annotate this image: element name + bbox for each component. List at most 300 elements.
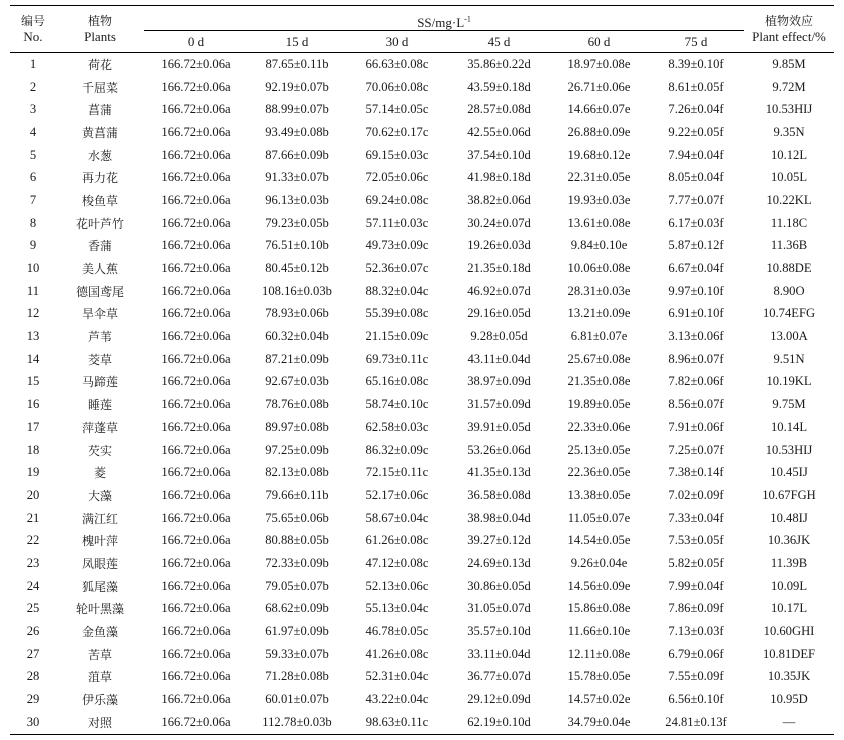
ss-value-cell: 7.02±0.09f bbox=[668, 487, 724, 502]
table-row bbox=[10, 212, 834, 235]
ss-value-cell: 6.79±0.06f bbox=[668, 646, 724, 661]
row-number-cell: 16 bbox=[26, 397, 40, 412]
ss-value-cell: 8.61±0.05f bbox=[668, 79, 724, 94]
ss-value-cell: 11.66±0.10e bbox=[567, 624, 631, 639]
plant-effect-cell: 10.22KL bbox=[766, 192, 812, 207]
ss-value-cell: 19.89±0.05e bbox=[567, 397, 631, 412]
ss-value-cell: 3.13±0.06f bbox=[668, 329, 724, 344]
ss-value-cell: 24.69±0.13d bbox=[467, 555, 531, 570]
plant-effect-cell: 10.95D bbox=[770, 692, 808, 707]
ss-value-cell: 34.79±0.04e bbox=[550, 711, 648, 734]
plant-name-cell: 黄菖蒲 bbox=[81, 125, 118, 140]
ss-value-cell: 98.63±0.11c bbox=[346, 711, 448, 734]
table-row bbox=[10, 144, 834, 167]
plant-effect-cell: 10.09L bbox=[771, 578, 808, 593]
ss-value-cell: 166.72±0.06a bbox=[161, 283, 231, 298]
row-number-cell: 12 bbox=[26, 306, 40, 321]
header-row-top bbox=[10, 6, 834, 31]
ss-value-cell: 13.21±0.09e bbox=[567, 306, 631, 321]
ss-value-cell: 31.05±0.07d bbox=[467, 601, 531, 616]
ss-value-cell: 19.26±0.03d bbox=[467, 238, 531, 253]
row-number-cell: 11 bbox=[26, 283, 40, 298]
ss-value-cell: 166.72±0.06a bbox=[161, 374, 231, 389]
ss-value-cell: 30.86±0.05d bbox=[467, 578, 531, 593]
ss-value-cell: 108.16±0.03b bbox=[262, 283, 332, 298]
ss-value-cell: 166.72±0.06a bbox=[161, 147, 231, 162]
ss-value-cell: 79.05±0.07b bbox=[265, 578, 329, 593]
table-row bbox=[10, 166, 834, 189]
ss-value-cell: 166.72±0.06a bbox=[161, 124, 231, 139]
table-row bbox=[10, 575, 834, 598]
table-row bbox=[10, 643, 834, 666]
ss-value-cell: 36.77±0.07d bbox=[467, 669, 531, 684]
ss-value-cell: 7.77±0.07f bbox=[668, 192, 724, 207]
plant-name-cell: 萍蓬草 bbox=[81, 420, 118, 435]
ss-value-cell: 89.97±0.08b bbox=[265, 419, 329, 434]
ss-value-cell: 97.25±0.09b bbox=[265, 442, 329, 457]
ss-value-cell: 47.12±0.08c bbox=[365, 555, 429, 570]
row-number-cell: 5 bbox=[29, 147, 37, 162]
row-number-cell: 4 bbox=[29, 124, 37, 139]
ss-value-cell: 22.36±0.05e bbox=[567, 465, 631, 480]
col-header-effect: 植物效应 Plant effect/% bbox=[744, 6, 834, 53]
ss-value-cell: 18.97±0.08e bbox=[567, 56, 631, 71]
row-number-cell: 26 bbox=[26, 624, 40, 639]
table-row bbox=[10, 280, 834, 303]
ss-value-cell: 68.62±0.09b bbox=[265, 601, 329, 616]
ss-value-cell: 92.19±0.07b bbox=[265, 79, 329, 94]
ss-value-cell: 25.67±0.08e bbox=[567, 351, 631, 366]
plant-effect-cell: 13.00A bbox=[770, 329, 808, 344]
ss-value-cell: 55.39±0.08c bbox=[365, 306, 429, 321]
ss-value-cell: 166.72±0.06a bbox=[144, 711, 248, 734]
row-number-cell: 15 bbox=[26, 374, 40, 389]
ss-value-cell: 35.57±0.10d bbox=[467, 624, 531, 639]
ss-value-cell: 52.13±0.06c bbox=[365, 578, 429, 593]
ss-value-cell: 52.17±0.06c bbox=[365, 487, 429, 502]
ss-value-cell: 55.13±0.04c bbox=[365, 601, 429, 616]
plant-name-cell: 大藻 bbox=[87, 488, 112, 503]
ss-value-cell: 11.05±0.07e bbox=[567, 510, 631, 525]
ss-value-cell: 71.28±0.08b bbox=[265, 669, 329, 684]
plant-name-cell: 菖蒲 bbox=[87, 103, 112, 118]
ss-value-cell: 9.26±0.04e bbox=[570, 555, 628, 570]
ss-value-cell: 52.31±0.04c bbox=[365, 669, 429, 684]
ss-value-cell: 166.72±0.06a bbox=[161, 261, 231, 276]
ss-value-cell: 166.72±0.06a bbox=[161, 533, 231, 548]
row-number-cell: 30 bbox=[10, 711, 56, 734]
plant-name-cell: 花叶芦竹 bbox=[75, 216, 124, 231]
row-number-cell: 28 bbox=[26, 669, 40, 684]
plant-name-cell: 旱伞草 bbox=[81, 307, 118, 322]
row-number-cell: 18 bbox=[26, 442, 40, 457]
ss-value-cell: 166.72±0.06a bbox=[161, 79, 231, 94]
plant-name-cell: 千屈菜 bbox=[81, 80, 118, 95]
ss-value-cell: 166.72±0.06a bbox=[161, 397, 231, 412]
ss-value-cell: 9.97±0.10f bbox=[668, 283, 724, 298]
plant-effect-cell: 10.36JK bbox=[767, 533, 811, 548]
ss-value-cell: 78.76±0.08b bbox=[265, 397, 329, 412]
col-header-ss-group bbox=[144, 6, 744, 31]
ss-unit-superscript: -1 bbox=[464, 14, 471, 24]
ss-value-cell: 70.62±0.17c bbox=[365, 124, 429, 139]
row-number-cell: 29 bbox=[26, 692, 40, 707]
plant-name-cell: 伊乐藻 bbox=[81, 693, 118, 708]
ss-value-cell: 59.33±0.07b bbox=[265, 646, 329, 661]
plant-name-cell: 再力花 bbox=[81, 171, 118, 186]
row-number-cell: 2 bbox=[29, 79, 37, 94]
ss-value-cell: 30.24±0.07d bbox=[467, 215, 531, 230]
ss-value-cell: 57.11±0.03c bbox=[365, 215, 429, 230]
ss-value-cell: 66.63±0.08c bbox=[365, 56, 429, 71]
ss-value-cell: 58.67±0.04c bbox=[365, 510, 429, 525]
table-row bbox=[10, 529, 834, 552]
plant-name-cell: 对照 bbox=[56, 711, 144, 734]
plant-effect-cell: 9.85M bbox=[772, 56, 806, 71]
ss-value-cell: 22.33±0.06e bbox=[567, 419, 631, 434]
ss-value-cell: 88.99±0.07b bbox=[265, 102, 329, 117]
table-row bbox=[10, 393, 834, 416]
ss-value-cell: 7.94±0.04f bbox=[668, 147, 724, 162]
ss-value-cell: 69.73±0.11c bbox=[365, 351, 429, 366]
plant-name-cell: 满江红 bbox=[81, 511, 118, 526]
col-header-day: 60 d bbox=[550, 31, 648, 53]
ss-value-cell: 6.17±0.03f bbox=[668, 215, 724, 230]
col-header-no: 编号 No. bbox=[10, 6, 56, 53]
ss-value-cell: 69.24±0.08c bbox=[365, 192, 429, 207]
ss-value-cell: 7.99±0.04f bbox=[668, 578, 724, 593]
plant-effect-cell: 11.36B bbox=[770, 238, 808, 253]
plant-name-cell: 菱 bbox=[93, 466, 106, 481]
ss-value-cell: 7.91±0.06f bbox=[668, 419, 724, 434]
ss-value-cell: 8.05±0.04f bbox=[668, 170, 724, 185]
ss-value-cell: 8.56±0.07f bbox=[668, 397, 724, 412]
ss-value-cell: 29.16±0.05d bbox=[467, 306, 531, 321]
ss-value-cell: 8.39±0.10f bbox=[668, 56, 724, 71]
ss-value-cell: 22.31±0.05e bbox=[567, 170, 631, 185]
ss-value-cell: 88.32±0.04c bbox=[365, 283, 429, 298]
ss-value-cell: 166.72±0.06a bbox=[161, 624, 231, 639]
plant-effect-cell: 9.75M bbox=[772, 397, 806, 412]
ss-value-cell: 79.23±0.05b bbox=[265, 215, 329, 230]
col-header-day: 75 d bbox=[648, 31, 744, 53]
plant-effect-cell: 10.35JK bbox=[767, 669, 811, 684]
table-row bbox=[10, 121, 834, 144]
ss-value-cell: 6.91±0.10f bbox=[668, 306, 724, 321]
table-row bbox=[10, 461, 834, 484]
ss-value-cell: 38.97±0.09d bbox=[467, 374, 531, 389]
plant-effect-cell: 10.67FGH bbox=[762, 487, 816, 502]
ss-value-cell: 80.45±0.12b bbox=[265, 261, 329, 276]
ss-value-cell: 39.27±0.12d bbox=[467, 533, 531, 548]
ss-value-cell: 43.22±0.04c bbox=[365, 692, 429, 707]
row-number-cell: 3 bbox=[29, 102, 37, 117]
ss-value-cell: 166.72±0.06a bbox=[161, 419, 231, 434]
ss-value-cell: 87.21±0.09b bbox=[265, 351, 329, 366]
ss-value-cell: 79.66±0.11b bbox=[265, 487, 329, 502]
table-row bbox=[10, 76, 834, 99]
ss-value-cell: 14.56±0.09e bbox=[567, 578, 631, 593]
ss-value-cell: 7.26±0.04f bbox=[668, 102, 724, 117]
plant-effect-cell: 10.81DEF bbox=[762, 646, 816, 661]
col-header-day: 15 d bbox=[248, 31, 346, 53]
ss-value-cell: 43.59±0.18d bbox=[467, 79, 531, 94]
col-header-day: 45 d bbox=[448, 31, 550, 53]
table-row bbox=[10, 439, 834, 462]
ss-value-cell: 80.88±0.05b bbox=[265, 533, 329, 548]
row-number-cell: 6 bbox=[29, 170, 37, 185]
ss-value-cell: 78.93±0.06b bbox=[265, 306, 329, 321]
plant-effect-cell: 8.90O bbox=[773, 283, 805, 298]
ss-value-cell: 37.54±0.10d bbox=[467, 147, 531, 162]
ss-value-cell: 91.33±0.07b bbox=[265, 170, 329, 185]
ss-value-cell: 10.06±0.08e bbox=[567, 261, 631, 276]
ss-value-cell: 86.32±0.09c bbox=[365, 442, 429, 457]
table-row bbox=[10, 303, 834, 326]
row-number-cell: 20 bbox=[26, 487, 40, 502]
ss-removal-table bbox=[10, 5, 834, 735]
ss-value-cell: 21.35±0.08e bbox=[567, 374, 631, 389]
ss-value-cell: 7.82±0.06f bbox=[668, 374, 724, 389]
ss-value-cell: 39.91±0.05d bbox=[467, 419, 531, 434]
ss-value-cell: 46.92±0.07d bbox=[467, 283, 531, 298]
table-row bbox=[10, 507, 834, 530]
plant-name-cell: 金鱼藻 bbox=[81, 625, 118, 640]
ss-value-cell: 21.15±0.09c bbox=[365, 329, 429, 344]
ss-value-cell: 13.61±0.08e bbox=[567, 215, 631, 230]
row-number-cell: 7 bbox=[29, 192, 37, 207]
plant-name-cell: 香蒲 bbox=[87, 239, 112, 254]
ss-value-cell: 28.57±0.08d bbox=[467, 102, 531, 117]
ss-value-cell: 6.81±0.07e bbox=[570, 329, 628, 344]
table-row bbox=[10, 711, 834, 734]
row-number-cell: 25 bbox=[26, 601, 40, 616]
ss-value-cell: 41.35±0.13d bbox=[467, 465, 531, 480]
ss-value-cell: 96.13±0.03b bbox=[265, 192, 329, 207]
ss-value-cell: 19.68±0.12e bbox=[567, 147, 631, 162]
ss-value-cell: 15.78±0.05e bbox=[567, 669, 631, 684]
ss-value-cell: 93.49±0.08b bbox=[265, 124, 329, 139]
ss-value-cell: 28.31±0.03e bbox=[567, 283, 631, 298]
ss-value-cell: 72.15±0.11c bbox=[365, 465, 429, 480]
plant-effect-cell: 10.12L bbox=[771, 147, 808, 162]
plant-effect-cell: 9.51N bbox=[773, 351, 805, 366]
ss-value-cell: 31.57±0.09d bbox=[467, 397, 531, 412]
ss-value-cell: 53.26±0.06d bbox=[467, 442, 531, 457]
table-row bbox=[10, 484, 834, 507]
ss-value-cell: 35.86±0.22d bbox=[467, 56, 531, 71]
table-row bbox=[10, 552, 834, 575]
col-header-plant: 植物 Plants bbox=[56, 6, 144, 53]
ss-value-cell: 7.33±0.04f bbox=[668, 510, 724, 525]
ss-value-cell: 76.51±0.10b bbox=[265, 238, 329, 253]
ss-value-cell: 36.58±0.08d bbox=[467, 487, 531, 502]
ss-value-cell: 72.05±0.06c bbox=[365, 170, 429, 185]
col-header-day: 30 d bbox=[346, 31, 448, 53]
ss-value-cell: 166.72±0.06a bbox=[161, 487, 231, 502]
row-number-cell: 19 bbox=[26, 465, 40, 480]
table-row bbox=[10, 371, 834, 394]
table-row bbox=[10, 53, 834, 76]
ss-value-cell: 7.86±0.09f bbox=[668, 601, 724, 616]
row-number-cell: 14 bbox=[26, 351, 40, 366]
table-body bbox=[10, 53, 834, 735]
ss-value-cell: 33.11±0.04d bbox=[467, 646, 531, 661]
row-number-cell: 22 bbox=[26, 533, 40, 548]
ss-value-cell: 7.25±0.07f bbox=[668, 442, 724, 457]
table-row bbox=[10, 598, 834, 621]
plant-name-cell: 睡莲 bbox=[87, 398, 112, 413]
ss-value-cell: 87.65±0.11b bbox=[265, 56, 329, 71]
ss-value-cell: 61.26±0.08c bbox=[365, 533, 429, 548]
plant-effect-cell: 10.45IJ bbox=[770, 465, 808, 480]
table-row bbox=[10, 416, 834, 439]
ss-value-cell: 14.66±0.07e bbox=[567, 102, 631, 117]
table-row bbox=[10, 189, 834, 212]
ss-value-cell: 7.38±0.14f bbox=[668, 465, 724, 480]
ss-value-cell: 65.16±0.08c bbox=[365, 374, 429, 389]
ss-value-cell: 60.01±0.07b bbox=[265, 692, 329, 707]
plant-effect-cell: 9.72M bbox=[772, 79, 806, 94]
ss-value-cell: 29.12±0.09d bbox=[467, 692, 531, 707]
ss-value-cell: 82.13±0.08b bbox=[265, 465, 329, 480]
ss-value-cell: 92.67±0.03b bbox=[265, 374, 329, 389]
plant-name-cell: 水葱 bbox=[87, 148, 112, 163]
plant-name-cell: 梭鱼草 bbox=[81, 193, 118, 208]
ss-value-cell: 9.28±0.05d bbox=[470, 329, 528, 344]
plant-effect-cell: 9.35N bbox=[773, 124, 805, 139]
plant-effect-cell: 10.60GHI bbox=[763, 624, 815, 639]
plant-name-cell: 狐尾藻 bbox=[81, 579, 118, 594]
row-number-cell: 21 bbox=[26, 510, 40, 525]
ss-value-cell: 9.22±0.05f bbox=[668, 124, 724, 139]
ss-value-cell: 41.98±0.18d bbox=[467, 170, 531, 185]
ss-value-cell: 166.72±0.06a bbox=[161, 170, 231, 185]
ss-value-cell: 87.66±0.09b bbox=[265, 147, 329, 162]
table-row bbox=[10, 688, 834, 711]
plant-effect-cell: 10.74EFG bbox=[762, 306, 816, 321]
ss-value-cell: 13.38±0.05e bbox=[567, 487, 631, 502]
plant-effect-cell: 10.19KL bbox=[766, 374, 812, 389]
ss-value-cell: 21.35±0.18d bbox=[467, 261, 531, 276]
ss-value-cell: 26.88±0.09e bbox=[567, 124, 631, 139]
ss-value-cell: 49.73±0.09c bbox=[365, 238, 429, 253]
plant-name-cell: 荷花 bbox=[87, 57, 112, 72]
plant-name-cell: 凤眼莲 bbox=[81, 556, 118, 571]
ss-value-cell: 15.86±0.08e bbox=[567, 601, 631, 616]
row-number-cell: 24 bbox=[26, 578, 40, 593]
row-number-cell: 10 bbox=[26, 261, 40, 276]
row-number-cell: 27 bbox=[26, 646, 40, 661]
ss-value-cell: 24.81±0.13f bbox=[648, 711, 744, 734]
plant-effect-cell: 10.53HIJ bbox=[765, 442, 813, 457]
ss-value-cell: 166.72±0.06a bbox=[161, 102, 231, 117]
table-row bbox=[10, 666, 834, 689]
ss-value-cell: 5.87±0.12f bbox=[668, 238, 724, 253]
ss-value-cell: 166.72±0.06a bbox=[161, 56, 231, 71]
ss-value-cell: 60.32±0.04b bbox=[265, 329, 329, 344]
row-number-cell: 8 bbox=[29, 215, 37, 230]
ss-value-cell: 166.72±0.06a bbox=[161, 578, 231, 593]
ss-value-cell: 72.33±0.09b bbox=[265, 555, 329, 570]
table-row bbox=[10, 620, 834, 643]
ss-value-cell: 19.93±0.03e bbox=[567, 192, 631, 207]
ss-value-cell: 166.72±0.06a bbox=[161, 329, 231, 344]
plant-name-cell: 茭草 bbox=[87, 352, 112, 367]
plant-name-cell: 芦苇 bbox=[87, 330, 112, 345]
ss-label: SS/mg·L bbox=[417, 15, 465, 30]
ss-value-cell: 38.82±0.06d bbox=[467, 192, 531, 207]
plant-effect-cell: 11.18C bbox=[770, 215, 808, 230]
plant-name-cell: 马蹄莲 bbox=[81, 375, 118, 390]
ss-value-cell: 112.78±0.03b bbox=[248, 711, 346, 734]
row-number-cell: 1 bbox=[29, 56, 37, 71]
ss-value-cell: 25.13±0.05e bbox=[567, 442, 631, 457]
ss-value-cell: 7.55±0.09f bbox=[668, 669, 724, 684]
ss-value-cell: 75.65±0.06b bbox=[265, 510, 329, 525]
plant-name-cell: 轮叶黑藻 bbox=[75, 602, 124, 617]
ss-value-cell: 46.78±0.05c bbox=[365, 624, 429, 639]
table-row bbox=[10, 325, 834, 348]
ss-value-cell: 166.72±0.06a bbox=[161, 646, 231, 661]
ss-value-cell: 166.72±0.06a bbox=[161, 215, 231, 230]
ss-value-cell: 12.11±0.08e bbox=[567, 646, 631, 661]
row-number-cell: 17 bbox=[26, 419, 40, 434]
ss-value-cell: 166.72±0.06a bbox=[161, 192, 231, 207]
ss-value-cell: 166.72±0.06a bbox=[161, 442, 231, 457]
plant-effect-cell: 10.88DE bbox=[766, 261, 812, 276]
ss-value-cell: 69.15±0.03c bbox=[365, 147, 429, 162]
ss-value-cell: 43.11±0.04d bbox=[467, 351, 531, 366]
plant-effect-cell: 10.53HIJ bbox=[765, 102, 813, 117]
plant-effect-cell: — bbox=[744, 711, 834, 734]
ss-value-cell: 166.72±0.06a bbox=[161, 238, 231, 253]
table-row bbox=[10, 257, 834, 280]
table-row bbox=[10, 235, 834, 258]
ss-value-cell: 14.57±0.02e bbox=[567, 692, 631, 707]
ss-value-cell: 166.72±0.06a bbox=[161, 555, 231, 570]
ss-value-cell: 166.72±0.06a bbox=[161, 465, 231, 480]
plant-name-cell: 美人蕉 bbox=[81, 262, 118, 277]
plant-name-cell: 苦草 bbox=[87, 647, 112, 662]
plant-name-cell: 菹草 bbox=[87, 670, 112, 685]
plant-name-cell: 槐叶萍 bbox=[81, 534, 118, 549]
ss-value-cell: 14.54±0.05e bbox=[567, 533, 631, 548]
ss-value-cell: 41.26±0.08c bbox=[365, 646, 429, 661]
ss-value-cell: 62.19±0.10d bbox=[448, 711, 550, 734]
ss-value-cell: 61.97±0.09b bbox=[265, 624, 329, 639]
ss-value-cell: 8.96±0.07f bbox=[668, 351, 724, 366]
ss-value-cell: 70.06±0.08c bbox=[365, 79, 429, 94]
ss-value-cell: 166.72±0.06a bbox=[161, 510, 231, 525]
ss-value-cell: 52.36±0.07c bbox=[365, 261, 429, 276]
ss-value-cell: 166.72±0.06a bbox=[161, 351, 231, 366]
ss-value-cell: 26.71±0.06e bbox=[567, 79, 631, 94]
ss-value-cell: 42.55±0.06d bbox=[467, 124, 531, 139]
ss-value-cell: 166.72±0.06a bbox=[161, 692, 231, 707]
ss-value-cell: 7.53±0.05f bbox=[668, 533, 724, 548]
ss-value-cell: 6.67±0.04f bbox=[668, 261, 724, 276]
plant-effect-cell: 11.39B bbox=[770, 555, 808, 570]
plant-effect-cell: 10.05L bbox=[771, 170, 808, 185]
plant-name-cell: 德国鸢尾 bbox=[75, 284, 124, 299]
ss-value-cell: 5.82±0.05f bbox=[668, 555, 724, 570]
ss-value-cell: 166.72±0.06a bbox=[161, 601, 231, 616]
row-number-cell: 13 bbox=[26, 329, 40, 344]
plant-effect-cell: 10.48IJ bbox=[770, 510, 808, 525]
ss-value-cell: 38.98±0.04d bbox=[467, 510, 531, 525]
plant-name-cell: 芡实 bbox=[87, 443, 112, 458]
